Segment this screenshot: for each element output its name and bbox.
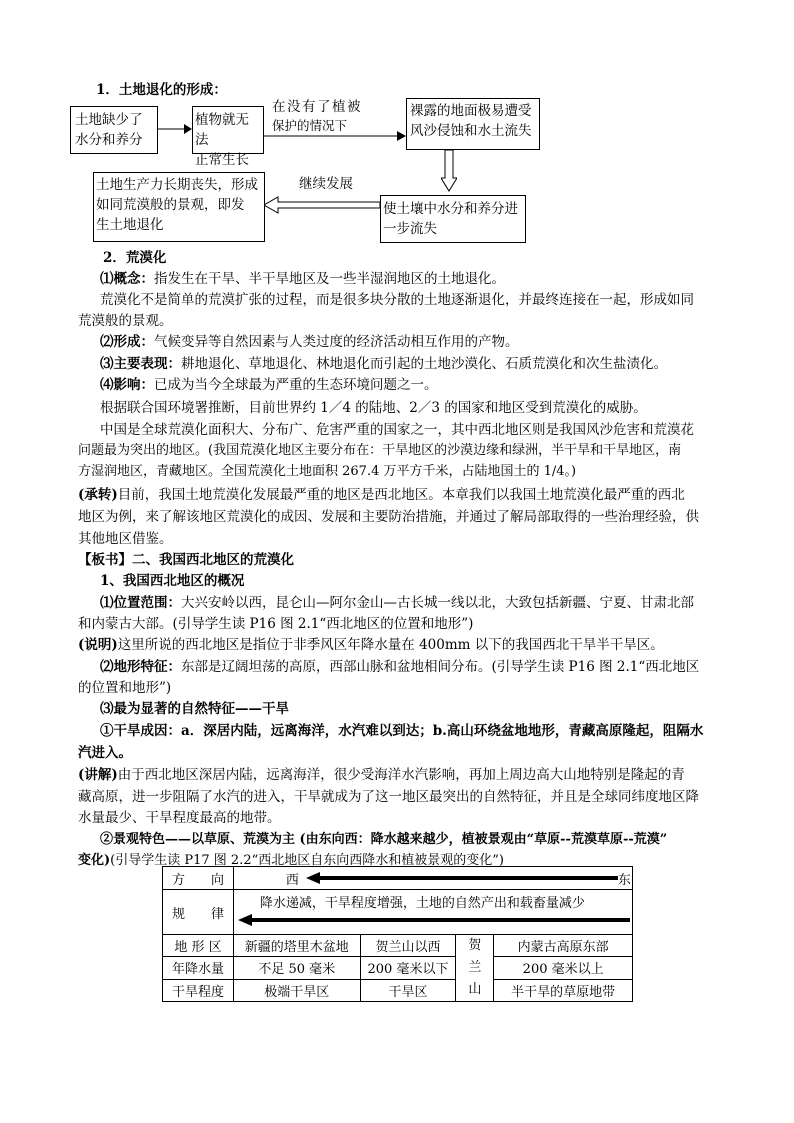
table-row bbox=[163, 957, 633, 979]
table-cell: 200 毫米以上 bbox=[494, 957, 633, 979]
arrow-label: 继续发展 bbox=[299, 176, 353, 192]
text: 指发生在干旱、半干旱地区及一些半湿润地区的土地退化。 bbox=[154, 271, 505, 287]
flow-box-loss bbox=[380, 195, 526, 243]
table-header-cell: 干旱程度 bbox=[163, 979, 234, 1001]
flow-text: 风沙侵蚀和水土流失 bbox=[410, 123, 532, 139]
table-cell: 极端干旱区 bbox=[233, 979, 360, 1001]
label: ⑴位置范围： bbox=[100, 595, 181, 611]
flow-box-degradation bbox=[93, 172, 265, 242]
text: 气候变异等自然因素与人类过度的经济活动相互作用的产物。 bbox=[154, 334, 519, 350]
paragraph: 汽进入。 bbox=[78, 745, 132, 761]
label: (说明) bbox=[78, 637, 118, 653]
rule-text: 降水递减，干旱程度增强，土地的自然产出和载畜量减少 bbox=[259, 896, 585, 911]
table-row bbox=[163, 867, 633, 890]
flow-box-lack-water bbox=[70, 106, 158, 154]
arrow-right-icon bbox=[264, 129, 406, 143]
table-cell: 半干旱的草原地带 bbox=[494, 979, 633, 1001]
text: 大兴安岭以西，昆仑山—阿尔金山—古长城一线以北，大致包括新疆、宁夏、甘肃北部 bbox=[181, 595, 694, 611]
table-row bbox=[163, 935, 633, 957]
flow-text: 如同荒漠般的景观，即发 bbox=[96, 197, 245, 213]
paragraph: 荒漠化不是简单的荒漠扩张的过程，而是很多块分散的土地逐渐退化，并最终连接在一起，形成如同 bbox=[100, 292, 694, 308]
arrow-right-icon bbox=[158, 122, 192, 136]
text: 东部是辽阔坦荡的高原，西部山脉和盆地相间分布。(引导学生读 P16 图 2.1“西北地区 bbox=[181, 659, 700, 675]
arrow-left-icon bbox=[264, 196, 380, 214]
paragraph bbox=[100, 657, 699, 677]
sub-heading: ⑶最为显著的自然特征——干旱 bbox=[100, 701, 289, 717]
arrow-label: 在没有了植被 bbox=[272, 99, 362, 115]
paragraph bbox=[100, 332, 519, 352]
paragraph: 方湿润地区，青藏地区。全国荒漠化土地面积 267.4 万平方千米，占陆地国土的 1/4。) bbox=[78, 464, 577, 479]
mountain-char: 兰 bbox=[468, 960, 482, 975]
label: (承转) bbox=[78, 487, 118, 503]
text: 耕地退化、草地退化、林地退化而引起的土地沙漠化、石质荒漠化和次生盐渍化。 bbox=[181, 356, 667, 372]
table-header-cell: 年降水量 bbox=[163, 957, 234, 979]
arrow-label: 保护的情况下 bbox=[272, 118, 348, 133]
text: 这里所说的西北地区是指位于非季风区年降水量在 400mm 以下的我国西北干旱半干旱区。 bbox=[117, 637, 664, 653]
board-heading bbox=[78, 550, 294, 570]
paragraph: ①干旱成因：a．深居内陆，远离海洋，水汽难以到达；b.高山环绕盆地地形，青藏高原隆起，阻隔水 bbox=[100, 723, 704, 739]
mountain-char: 贺 bbox=[468, 938, 482, 953]
paragraph bbox=[100, 354, 667, 374]
flow-text: 土地缺少了 bbox=[75, 112, 143, 128]
paragraph: 地区为例，来了解该地区荒漠化的成因、发展和主要防治措施，并通过了解局部取得的一些治理经验，供 bbox=[78, 509, 699, 525]
rule-cell bbox=[233, 890, 632, 935]
flow-text: 土地生产力长期丧失，形成 bbox=[96, 177, 258, 193]
label: ⑵形成： bbox=[100, 334, 154, 350]
text: 二、我国西北地区的荒漠化 bbox=[132, 552, 294, 568]
paragraph: 根据联合国环境署推断，目前世界约 1／4 的陆地、2／3 的国家和地区受到荒漠化的威胁。 bbox=[100, 400, 647, 416]
paragraph: 藏高原，进一步阻隔了水汽的进入，干旱就成为了这一地区最突出的自然特征，并且是全球同纬度地区降 bbox=[78, 789, 699, 805]
label: ⑷影响： bbox=[100, 377, 154, 393]
table-cell: 200 毫米以下 bbox=[360, 957, 456, 979]
paragraph: ②景观特色——以草原、荒漠为主 (由东向西：降水越来越少，植被景观由“草原--荒漠草原--荒漠” bbox=[100, 832, 668, 847]
paragraph: 水量最少、干旱程度最高的地带。 bbox=[78, 810, 281, 826]
arrow-left-icon bbox=[238, 914, 630, 926]
east-label: 东 bbox=[617, 873, 631, 888]
flow-text: 裸露的地面极易遭受 bbox=[410, 103, 532, 119]
flow-text: 生土地退化 bbox=[96, 217, 164, 233]
paragraph bbox=[100, 593, 694, 613]
label: 【板书】 bbox=[78, 552, 132, 568]
paragraph: 和内蒙古大部。(引导学生读 P16 图 2.1“西北地区的位置和地形”) bbox=[78, 616, 474, 632]
label: ⑴概念： bbox=[100, 271, 154, 287]
table-header-cell: 方 向 bbox=[163, 867, 234, 890]
mountain-cell bbox=[456, 935, 494, 1002]
text: 已成为当今全球最为严重的生态环境问题之一。 bbox=[154, 377, 438, 393]
table-row bbox=[163, 979, 633, 1001]
flow-text: 使土壤中水分和养分进 bbox=[383, 201, 518, 217]
table-header-cell: 地 形 区 bbox=[163, 935, 234, 957]
section-title: 2．荒漠化 bbox=[103, 250, 167, 266]
label: (讲解) bbox=[78, 767, 118, 783]
table-cell: 贺兰山以西 bbox=[360, 935, 456, 957]
sub-heading: 1、我国西北地区的概况 bbox=[100, 573, 245, 589]
mountain-char: 山 bbox=[468, 982, 482, 997]
comparison-table bbox=[162, 866, 633, 1002]
table-header-cell: 规 律 bbox=[163, 890, 234, 935]
flow-box-plants bbox=[192, 106, 264, 168]
table-row bbox=[163, 890, 633, 935]
label: ⑶主要表现： bbox=[100, 356, 181, 372]
direction-cell bbox=[233, 867, 632, 890]
table-cell: 不足 50 毫米 bbox=[233, 957, 360, 979]
paragraph: 问题最为突出的地区。(我国荒漠化地区主要分布在：干旱地区的沙漠边缘和绿洲，半干旱和干旱地区，南 bbox=[78, 443, 682, 458]
flow-box-erosion bbox=[406, 98, 540, 150]
paragraph bbox=[100, 375, 438, 395]
paragraph: 的位置和地形”) bbox=[78, 680, 172, 696]
table-cell: 新疆的塔里木盆地 bbox=[233, 935, 360, 957]
flow-text: 植物就无法 bbox=[195, 112, 249, 148]
paragraph bbox=[78, 485, 685, 505]
text: 目前，我国土地荒漠化发展最严重的地区是西北地区。本章我们以我国土地荒漠化最严重的西北 bbox=[117, 487, 685, 503]
section-title: 1．土地退化的形成： bbox=[96, 82, 227, 98]
paragraph bbox=[78, 635, 664, 655]
table-cell: 干旱区 bbox=[360, 979, 456, 1001]
flow-text: 正常生长 bbox=[195, 152, 249, 168]
table-cell: 内蒙古高原东部 bbox=[494, 935, 633, 957]
paragraph bbox=[100, 269, 505, 289]
label: 变化) bbox=[78, 853, 111, 868]
arrow-down-icon bbox=[441, 150, 457, 192]
text: 由于西北地区深居内陆，远离海洋，很少受海洋水汽影响，再加上周边高大山地特别是隆起的青 bbox=[117, 767, 685, 783]
arrow-left-icon bbox=[306, 872, 618, 884]
flow-text: 水分和养分 bbox=[75, 132, 143, 148]
flow-text: 一步流失 bbox=[383, 221, 437, 237]
west-label: 西 bbox=[285, 873, 299, 888]
paragraph: 中国是全球荒漠化面积大、分布广、危害严重的国家之一，其中西北地区则是我国风沙危害和荒漠花 bbox=[100, 422, 694, 438]
paragraph bbox=[78, 765, 685, 785]
label: ⑵地形特征： bbox=[100, 659, 181, 675]
text: (引导学生读 P17 图 2.2“西北地区自东向西降水和植被景观的变化”) bbox=[110, 853, 504, 868]
paragraph: 荒漠般的景观。 bbox=[78, 313, 173, 329]
paragraph: 其他地区借鉴。 bbox=[78, 531, 173, 547]
